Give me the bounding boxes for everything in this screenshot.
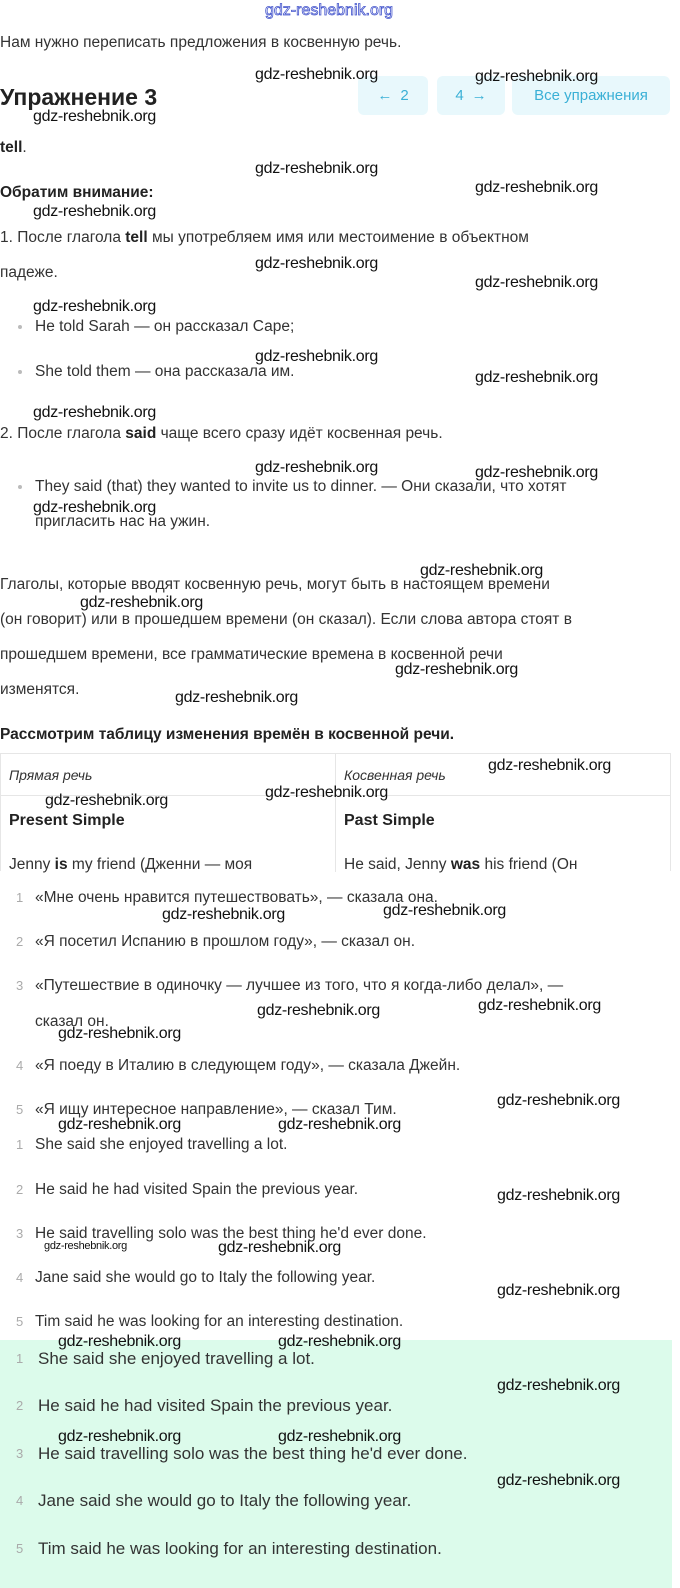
answer-item: She said she enjoyed travelling a lot. bbox=[38, 1349, 315, 1368]
table-header: Прямая речь bbox=[9, 767, 93, 783]
watermark: gdz-reshebnik.org bbox=[255, 459, 378, 476]
arrow-right-icon: → bbox=[471, 87, 487, 104]
watermark: gdz-reshebnik.org bbox=[45, 792, 168, 809]
paragraph-line: Глаголы, которые вводят косвенную речь, могут быть в настоящем времени bbox=[0, 576, 550, 593]
watermark: gdz-reshebnik.org bbox=[278, 1428, 401, 1445]
watermark: gdz-reshebnik.org bbox=[488, 757, 611, 774]
answer-item: Tim said he was looking for an interesting destination. bbox=[38, 1539, 442, 1558]
table-header: Косвенная речь bbox=[344, 767, 446, 783]
paragraph-line: изменятся. bbox=[0, 681, 80, 698]
next-label: 4 bbox=[455, 87, 464, 104]
watermark: gdz-reshebnik.org bbox=[497, 1472, 620, 1489]
task-item: «Я посетил Испанию в прошлом году», — сказал он. bbox=[35, 933, 416, 950]
watermark: gdz-reshebnik.org bbox=[218, 1239, 341, 1256]
task-item-line2: сказал он. bbox=[35, 1013, 109, 1030]
item-number: 4 bbox=[16, 1058, 24, 1073]
watermark: gdz-reshebnik.org bbox=[497, 1282, 620, 1299]
item-number: 1 bbox=[16, 1351, 24, 1366]
table-cell: Past Simple bbox=[344, 812, 435, 829]
table-cell: Jenny is my friend (Дженни — моя bbox=[9, 856, 253, 873]
table-cell: Present Simple bbox=[9, 812, 125, 829]
watermark: gdz-reshebnik.org bbox=[44, 1240, 127, 1252]
watermark: gdz-reshebnik.org bbox=[475, 464, 598, 481]
watermark: gdz-reshebnik.org bbox=[175, 689, 298, 706]
item-number: 4 bbox=[16, 1493, 24, 1508]
answer-item: She said she enjoyed travelling a lot. bbox=[35, 1136, 288, 1153]
item-number: 3 bbox=[16, 1446, 24, 1461]
bullet-item-line2: пригласить нас на ужин. bbox=[35, 513, 211, 530]
prev-label: 2 bbox=[400, 87, 409, 104]
watermark: gdz-reshebnik.org bbox=[80, 594, 203, 611]
watermark: gdz-reshebnik.org bbox=[255, 160, 378, 177]
answer-item: He said travelling solo was the best thing he'd ever done. bbox=[35, 1225, 427, 1242]
bullet-item: They said (that) they wanted to invite us to dinner. — Они сказали, что хотят bbox=[35, 478, 567, 495]
watermark: gdz-reshebnik.org bbox=[58, 1025, 181, 1042]
bullet-icon bbox=[18, 485, 22, 489]
bullet-icon bbox=[18, 325, 22, 329]
watermark: gdz-reshebnik.org bbox=[383, 902, 506, 919]
watermark: gdz-reshebnik.org bbox=[33, 203, 156, 220]
watermark: gdz-reshebnik.org bbox=[33, 499, 156, 516]
watermark: gdz-reshebnik.org bbox=[58, 1333, 181, 1350]
watermark: gdz-reshebnik.org bbox=[478, 997, 601, 1014]
tell-line: tell. bbox=[0, 139, 27, 156]
item-number: 2 bbox=[16, 934, 24, 949]
item-number: 4 bbox=[16, 1270, 24, 1285]
tell-word: tell bbox=[0, 139, 23, 156]
watermark: gdz-reshebnik.org bbox=[475, 179, 598, 196]
watermark: gdz-reshebnik.org bbox=[255, 255, 378, 272]
task-item: «Я поеду в Италию в следующем году», — сказала Джейн. bbox=[35, 1057, 461, 1074]
task-item: «Я ищу интересное направление», — сказал Тим. bbox=[35, 1101, 397, 1118]
answer-item: Jane said she would go to Italy the following year. bbox=[35, 1269, 376, 1286]
item-number: 1 bbox=[16, 890, 24, 905]
watermark: gdz-reshebnik.org bbox=[475, 369, 598, 386]
item-number: 5 bbox=[16, 1102, 24, 1117]
item-number: 3 bbox=[16, 978, 24, 993]
bullet-item: She told them — она рассказала им. bbox=[35, 363, 295, 380]
watermark: gdz-reshebnik.org bbox=[58, 1116, 181, 1133]
watermark: gdz-reshebnik.org bbox=[497, 1092, 620, 1109]
watermark: gdz-reshebnik.org bbox=[33, 108, 156, 125]
watermark: gdz-reshebnik.org bbox=[420, 562, 543, 579]
watermark: gdz-reshebnik.org bbox=[475, 274, 598, 291]
bullet-item: He told Sarah — он рассказал Саре; bbox=[35, 318, 295, 335]
watermark: gdz-reshebnik.org bbox=[395, 661, 518, 678]
bullet-icon bbox=[18, 370, 22, 374]
watermark: gdz-reshebnik.org bbox=[475, 68, 598, 85]
task-item: «Мне очень нравится путешествовать», — сказала она. bbox=[35, 889, 438, 906]
watermark: gdz-reshebnik.org bbox=[278, 1116, 401, 1133]
rule-1-line2: падеже. bbox=[0, 264, 58, 281]
watermark: gdz-reshebnik.org bbox=[265, 784, 388, 801]
page-title: Упражнение 3 bbox=[0, 84, 158, 110]
answer-item: He said travelling solo was the best thing he'd ever done. bbox=[38, 1444, 468, 1463]
watermark: gdz-reshebnik.org bbox=[162, 906, 285, 923]
item-number: 5 bbox=[16, 1314, 24, 1329]
watermark: gdz-reshebnik.org bbox=[497, 1187, 620, 1204]
answer-item: Tim said he was looking for an interesting destination. bbox=[35, 1313, 404, 1330]
item-number: 2 bbox=[16, 1182, 24, 1197]
rule-1: 1. После глагола tell мы употребляем имя или местоимение в объектном bbox=[0, 229, 529, 246]
watermark: gdz-reshebnik.org bbox=[257, 1002, 380, 1019]
watermark: gdz-reshebnik.org bbox=[33, 298, 156, 315]
item-number: 1 bbox=[16, 1137, 24, 1152]
watermark: gdz-reshebnik.org bbox=[255, 66, 378, 83]
task-item: «Путешествие в одиночку — лучшее из того, что я когда-либо делал», — bbox=[35, 977, 564, 994]
paragraph-line: (он говорит) или в прошедшем времени (он сказал). Если слова автора стоят в bbox=[0, 611, 572, 628]
item-number: 3 bbox=[16, 1226, 24, 1241]
paragraph-line: прошедшем времени, все грамматические времена в косвенной речи bbox=[0, 646, 503, 663]
item-number: 2 bbox=[16, 1398, 24, 1413]
intro-text: Нам нужно переписать предложения в косвенную речь. bbox=[0, 34, 402, 51]
answer-item: He said he had visited Spain the previous year. bbox=[35, 1181, 359, 1198]
watermark: gdz-reshebnik.org bbox=[278, 1333, 401, 1350]
rule-2: 2. После глагола said чаще всего сразу идёт косвенная речь. bbox=[0, 425, 443, 442]
all-label: Все упражнения bbox=[534, 87, 648, 104]
attention-heading: Обратим внимание: bbox=[0, 184, 154, 201]
watermark: gdz-reshebnik.org bbox=[497, 1377, 620, 1394]
site-watermark-top: gdz-reshebnik.org bbox=[265, 2, 394, 19]
item-number: 5 bbox=[16, 1541, 24, 1556]
arrow-left-icon: ← bbox=[377, 87, 393, 104]
table-intro: Рассмотрим таблицу изменения времён в косвенной речи. bbox=[0, 726, 455, 743]
table-cell: He said, Jenny was his friend (Он bbox=[344, 856, 578, 873]
answer-item: Jane said she would go to Italy the following year. bbox=[38, 1491, 412, 1510]
watermark: gdz-reshebnik.org bbox=[33, 404, 156, 421]
watermark: gdz-reshebnik.org bbox=[255, 348, 378, 365]
answer-item: He said he had visited Spain the previous year. bbox=[38, 1396, 393, 1415]
watermark: gdz-reshebnik.org bbox=[58, 1428, 181, 1445]
